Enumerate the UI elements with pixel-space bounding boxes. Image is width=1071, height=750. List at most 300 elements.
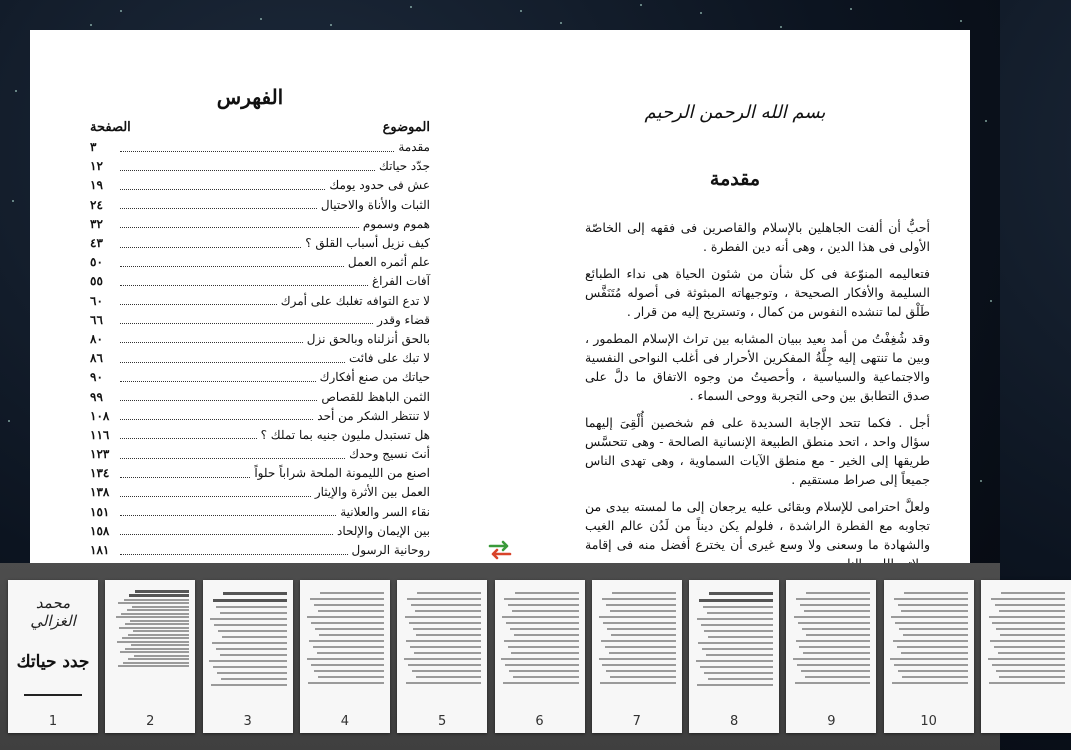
page-thumbnail[interactable] bbox=[981, 580, 1071, 733]
thumbnail-text-line bbox=[406, 640, 481, 642]
thumbnail-text-line bbox=[319, 634, 384, 636]
thumbnail-text-line bbox=[511, 652, 578, 654]
thumbnail-text-line bbox=[894, 664, 967, 666]
thumbnail-text-line bbox=[307, 616, 383, 618]
thumbnail-strip[interactable] bbox=[0, 563, 1000, 750]
toc-entry-page: ١١٦ bbox=[90, 427, 110, 442]
thumbnail-text-line bbox=[130, 620, 189, 622]
thumbnail-page-number: 1 bbox=[48, 714, 58, 729]
toc-entry[interactable] bbox=[90, 330, 430, 349]
star bbox=[330, 24, 332, 26]
introduction-paragraph: وقد شُغِفْتُ من أمد بعيد ببيان المشابه بين تراث الإسلام المطمور ، وبين ما تنتهى إليه جِلَّةُ المفكرين الأحرار فى أغلب النواحى النفسية والاجتماعية والسياسية ، وأحصيتُ من وجوه الاتفاق ما دلَّ على صدق التطابق بين وحى التجربة ووحى السماء . bbox=[585, 331, 930, 403]
toc-leader-dots bbox=[120, 297, 277, 305]
toc-entry[interactable] bbox=[90, 407, 430, 426]
thumbnail-text-line bbox=[213, 666, 286, 668]
thumbnail-text-line bbox=[605, 646, 676, 648]
toc-entry[interactable] bbox=[90, 349, 430, 368]
toc-entry-topic: لا تدع التوافه تغلبك على أمرك bbox=[280, 293, 430, 308]
cover-author: محمد الغزالي bbox=[30, 594, 76, 630]
thumbnail-text-line bbox=[220, 612, 286, 614]
toc-entry[interactable] bbox=[90, 522, 430, 541]
thumbnail-text-line bbox=[704, 630, 773, 632]
thumbnail-text-line bbox=[413, 628, 482, 630]
page-thumbnail[interactable] bbox=[786, 580, 876, 733]
thumbnail-text-line bbox=[904, 592, 968, 594]
toc-entry-topic: بين الإيمان والإلحاد bbox=[336, 523, 430, 538]
thumbnail-text-line bbox=[893, 640, 968, 642]
toc-entry-topic: كيف نزيل أسباب القلق ؟ bbox=[305, 236, 430, 251]
thumbnail-text-line bbox=[799, 646, 870, 648]
thumbnail-text-line bbox=[800, 604, 870, 606]
thumbnail-text-line bbox=[317, 652, 384, 654]
cover-rule bbox=[24, 694, 82, 696]
toc-leader-dots bbox=[120, 431, 257, 439]
thumbnail-text-line bbox=[408, 664, 481, 666]
toc-entry-topic: أنتَ نسيج وحدك bbox=[349, 447, 430, 462]
toc-entry-page: ٩٠ bbox=[90, 370, 103, 385]
star bbox=[980, 480, 982, 482]
toc-entry[interactable] bbox=[90, 445, 430, 464]
star bbox=[640, 4, 642, 6]
toc-leader-dots bbox=[120, 527, 333, 535]
toc-entry-topic: اصنع من الليمونة الملحة شراباً حلواً bbox=[254, 466, 430, 481]
thumbnail-text-line bbox=[412, 670, 481, 672]
thumbnail-text-line bbox=[897, 646, 968, 648]
thumbnail-text-line bbox=[998, 652, 1065, 654]
thumbnail-text-line bbox=[804, 610, 870, 612]
introduction-body bbox=[585, 218, 930, 581]
thumbnail-text-line bbox=[794, 616, 870, 618]
star bbox=[120, 10, 122, 12]
toc-entry-topic: علم أثمره العمل bbox=[347, 255, 430, 270]
toc-entry-page: ٦٦ bbox=[90, 312, 103, 327]
thumbnail-text-line bbox=[996, 628, 1065, 630]
thumbnail-page-preview bbox=[403, 588, 481, 709]
thumbnail-text-line bbox=[125, 648, 189, 650]
thumbnail-text-line bbox=[119, 627, 189, 629]
thumbnail-text-line bbox=[416, 634, 481, 636]
toc-entry[interactable] bbox=[90, 426, 430, 445]
thumbnail-text-line bbox=[311, 622, 384, 624]
thumbnail-text-line bbox=[129, 594, 189, 597]
thumbnail-text-line bbox=[803, 652, 870, 654]
thumbnail-text-line bbox=[603, 622, 676, 624]
thumbnail-page-number: 2 bbox=[146, 714, 155, 729]
toc-entry[interactable] bbox=[90, 196, 430, 215]
toc-title: الفهرس bbox=[216, 85, 284, 109]
thumbnail-text-line bbox=[407, 598, 481, 600]
thumbnail-text-line bbox=[704, 672, 773, 674]
star bbox=[990, 300, 992, 302]
toc-entry[interactable] bbox=[90, 272, 430, 291]
star bbox=[700, 12, 702, 14]
toc-entry-topic: نقاء السر والعلانية bbox=[340, 504, 430, 519]
thumbnail-text-line bbox=[315, 628, 384, 630]
thumbnail-text-line bbox=[698, 642, 773, 644]
introduction-paragraph: فتعاليمه المنوّعة فى كل شأن من شئون الحياة هى نداء الطبائع السليمة والأفكار الصحيحة ، وتوجيهاته المبثوثة فى أصوله مُتَنَفَّس طَلْق لما تنشده النفوس من كمال ، وتستريح إليه من قرار . bbox=[585, 266, 930, 319]
toc-leader-dots bbox=[120, 259, 344, 267]
toc-entry-topic: جدّد حياتك bbox=[378, 159, 430, 174]
thumbnail-text-line bbox=[124, 599, 190, 601]
thumbnail-text-line bbox=[503, 682, 579, 684]
thumbnail-text-line bbox=[218, 630, 287, 632]
thumbnail-text-line bbox=[404, 658, 481, 660]
thumbnail-text-line bbox=[796, 598, 870, 600]
thumbnail-text-line bbox=[118, 665, 190, 667]
thumbnail-text-line bbox=[703, 606, 773, 608]
thumbnail-text-line bbox=[806, 592, 870, 594]
toc-entry-page: ١٥٨ bbox=[90, 523, 110, 538]
thumbnail-text-line bbox=[131, 644, 190, 646]
thumbnail-text-line bbox=[120, 651, 189, 653]
toc-column-topic: الموضوع bbox=[382, 120, 430, 135]
thumbnail-text-line bbox=[602, 598, 676, 600]
thumbnail-text-line bbox=[214, 624, 287, 626]
thumbnail-text-line bbox=[697, 684, 773, 686]
toc-entry[interactable] bbox=[90, 138, 430, 157]
thumbnail-text-line bbox=[505, 664, 578, 666]
thumbnail-text-line bbox=[405, 616, 481, 618]
thumbnail-text-line bbox=[508, 604, 578, 606]
toc-leader-dots bbox=[120, 374, 316, 382]
thumbnail-text-line bbox=[1000, 634, 1065, 636]
thumbnail-text-line bbox=[708, 678, 774, 680]
toc-entry-page: ٥٥ bbox=[90, 274, 103, 289]
thumbnail-page-preview bbox=[987, 588, 1065, 709]
thumbnail-text-line bbox=[999, 676, 1065, 678]
page-thumbnail[interactable] bbox=[689, 580, 779, 733]
thumbnail-text-line bbox=[127, 609, 189, 611]
toc-entry-page: ١٠٨ bbox=[90, 408, 110, 423]
thumbnail-text-line bbox=[506, 622, 579, 624]
toc-entry-page: ١٥١ bbox=[90, 504, 110, 519]
thumbnail-text-line bbox=[702, 648, 773, 650]
toc-entry-topic: لا تنتظر الشكر من أحد bbox=[317, 408, 430, 423]
toc-entry-topic: بالحق أنزلناه وبالحق نزل bbox=[306, 331, 430, 346]
thumbnail-text-line bbox=[128, 658, 189, 660]
thumbnail-text-line bbox=[314, 670, 383, 672]
thumbnail-text-line bbox=[701, 624, 774, 626]
thumbnail-text-line bbox=[999, 610, 1065, 612]
thumbnail-text-line bbox=[313, 646, 384, 648]
thumbnail-text-line bbox=[994, 646, 1065, 648]
thumbnail-text-line bbox=[894, 598, 968, 600]
swap-arrows-icon[interactable] bbox=[487, 541, 513, 559]
thumbnail-text-line bbox=[223, 592, 287, 595]
thumbnail-page-preview bbox=[890, 588, 968, 709]
thumbnail-text-line bbox=[308, 682, 384, 684]
star bbox=[260, 18, 262, 20]
thumbnail-text-line bbox=[411, 604, 481, 606]
thumbnail-text-line bbox=[988, 658, 1065, 660]
page-thumbnail[interactable] bbox=[8, 580, 98, 733]
thumbnail-text-line bbox=[509, 670, 578, 672]
thumbnail-text-line bbox=[310, 598, 384, 600]
thumbnail-text-line bbox=[125, 623, 190, 625]
page-thumbnail[interactable] bbox=[592, 580, 682, 733]
introduction-paragraph: أجل . فكما تتحد الإجابة السديدة على فم شخصين أُلْقِىَ إليهما سؤال واحد ، اتحد منطق الطبيعة الإنسانية الصالحة - وهى تتحسَّس طريقها إلى الخير - مع منطق الآيات السماوية ، وهى تهدى الناس جميعاً إلى صراط مستقيم . bbox=[585, 415, 930, 487]
thumbnail-text-line bbox=[901, 652, 968, 654]
introduction-paragraph: أحبُّ أن ألفت الجاهلين بالإسلام والقاصرين فى فقهه إلى الخاصّة الأولى فى هذا الدين ، وهى أنه دين الفطرة . bbox=[585, 220, 930, 254]
toc-page[interactable] bbox=[30, 30, 500, 563]
thumbnail-text-line bbox=[696, 660, 773, 662]
thumbnail-text-line bbox=[515, 592, 579, 594]
star bbox=[15, 90, 17, 92]
thumbnail-text-line bbox=[796, 640, 871, 642]
toc-leader-dots bbox=[120, 470, 250, 478]
thumbnail-text-line bbox=[697, 618, 773, 620]
basmala-calligraphy: بسم الله الرحمن الرحيم bbox=[644, 102, 826, 123]
toc-entry[interactable] bbox=[90, 503, 430, 522]
toc-entry[interactable] bbox=[90, 387, 430, 406]
thumbnail-text-line bbox=[992, 622, 1065, 624]
thumbnail-text-line bbox=[502, 616, 578, 618]
toc-entry[interactable] bbox=[90, 311, 430, 330]
page-thumbnail[interactable] bbox=[495, 580, 585, 733]
toc-entry-page: ٣٢ bbox=[90, 216, 103, 231]
toc-leader-dots bbox=[120, 451, 345, 459]
thumbnail-text-line bbox=[599, 658, 676, 660]
thumbnail-page-number: 9 bbox=[827, 714, 836, 729]
thumbnail-text-line bbox=[415, 610, 481, 612]
thumbnail-text-line bbox=[991, 598, 1065, 600]
toc-column-page: الصفحة bbox=[90, 120, 131, 135]
cover-title: جدد حياتك bbox=[16, 652, 90, 672]
thumbnail-page-preview bbox=[598, 588, 676, 709]
toc-entry-page: ٢٤ bbox=[90, 197, 103, 212]
thumbnail-text-line bbox=[221, 678, 287, 680]
thumbnail-text-line bbox=[602, 664, 675, 666]
toc-entry-topic: عش فى حدود يومك bbox=[329, 178, 430, 193]
introduction-page[interactable] bbox=[500, 30, 970, 563]
toc-entry-page: ٨٦ bbox=[90, 351, 103, 366]
thumbnail-text-line bbox=[311, 664, 384, 666]
toc-leader-dots bbox=[120, 220, 359, 228]
thumbnail-text-line bbox=[417, 592, 481, 594]
toc-entry-page: ١٢٣ bbox=[90, 447, 110, 462]
toc-entry-page: ١٣٨ bbox=[90, 485, 110, 500]
thumbnail-text-line bbox=[414, 652, 481, 654]
thumbnail-page-number: 6 bbox=[535, 714, 544, 729]
thumbnail-text-line bbox=[801, 670, 870, 672]
toc-entry[interactable] bbox=[90, 215, 430, 234]
toc-entry[interactable] bbox=[90, 464, 430, 483]
star bbox=[8, 420, 10, 422]
thumbnail-text-line bbox=[211, 684, 287, 686]
thumbnail-text-line bbox=[416, 676, 482, 678]
thumbnail-page-preview bbox=[695, 588, 773, 709]
toc-leader-dots bbox=[120, 163, 375, 171]
star bbox=[850, 8, 852, 10]
star bbox=[560, 22, 562, 24]
thumbnail-text-line bbox=[899, 628, 968, 630]
thumbnail-text-line bbox=[132, 606, 189, 608]
thumbnail-text-line bbox=[209, 660, 286, 662]
thumbnail-text-line bbox=[902, 676, 968, 678]
thumbnail-text-line bbox=[903, 634, 968, 636]
thumbnail-page-preview bbox=[111, 588, 189, 709]
thumbnail-text-line bbox=[805, 676, 871, 678]
toc-entry-page: ٤٣ bbox=[90, 236, 103, 251]
thumbnail-text-line bbox=[606, 670, 675, 672]
star bbox=[960, 20, 962, 22]
toc-entry-topic: قضاء وقدر bbox=[377, 312, 430, 327]
page-thumbnail[interactable] bbox=[884, 580, 974, 733]
thumbnail-page-preview bbox=[306, 588, 384, 709]
thumbnail-page-number: 7 bbox=[632, 714, 641, 729]
thumbnail-text-line bbox=[892, 682, 968, 684]
toc-entry-page: ٩٩ bbox=[90, 389, 103, 404]
toc-leader-dots bbox=[120, 201, 317, 209]
toc-entry-page: ١٨١ bbox=[90, 543, 110, 558]
thumbnail-text-line bbox=[501, 658, 578, 660]
thumbnail-text-line bbox=[611, 634, 676, 636]
toc-entry-topic: هل تستبدل مليون جنيه بما تملك ؟ bbox=[260, 427, 430, 442]
toc-leader-dots bbox=[120, 240, 301, 248]
thumbnail-text-line bbox=[318, 610, 384, 612]
thumbnail-text-line bbox=[898, 604, 968, 606]
thumbnail-text-line bbox=[117, 641, 190, 643]
thumbnail-text-line bbox=[600, 682, 676, 684]
toc-leader-dots bbox=[120, 508, 336, 516]
introduction-title: مقدمة bbox=[709, 168, 761, 190]
toc-header bbox=[90, 120, 430, 135]
thumbnail-text-line bbox=[708, 636, 773, 638]
thumbnail-text-line bbox=[709, 592, 773, 595]
thumbnail-text-line bbox=[797, 664, 870, 666]
toc-entry[interactable] bbox=[90, 292, 430, 311]
star bbox=[410, 6, 412, 8]
thumbnail-page-preview bbox=[501, 588, 579, 709]
thumbnail-text-line bbox=[122, 637, 189, 639]
thumbnail-text-line bbox=[121, 613, 189, 615]
toc-entry-topic: حياتك من صنع أفكارك bbox=[319, 370, 430, 385]
toc-leader-dots bbox=[120, 355, 345, 363]
toc-entry[interactable] bbox=[90, 368, 430, 387]
toc-entry-page: ١٣٤ bbox=[90, 466, 110, 481]
thumbnail-text-line bbox=[992, 664, 1065, 666]
thumbnail-text-line bbox=[406, 682, 482, 684]
toc-entry-page: ٣ bbox=[90, 140, 97, 155]
thumbnail-text-line bbox=[891, 616, 967, 618]
thumbnail-text-line bbox=[309, 640, 384, 642]
thumbnail-text-line bbox=[307, 658, 384, 660]
toc-entry-page: ٥٠ bbox=[90, 255, 103, 270]
thumbnail-text-line bbox=[320, 592, 384, 594]
toc-entry-topic: روحانية الرسول bbox=[351, 543, 430, 558]
thumbnail-page-number: 5 bbox=[438, 714, 447, 729]
thumbnail-text-line bbox=[610, 610, 676, 612]
thumbnail-text-line bbox=[601, 640, 676, 642]
star bbox=[12, 200, 14, 202]
thumbnail-text-line bbox=[116, 616, 189, 618]
thumbnail-text-line bbox=[216, 648, 287, 650]
page-thumbnail[interactable] bbox=[397, 580, 487, 733]
toc-entry[interactable] bbox=[90, 234, 430, 253]
toc-leader-dots bbox=[120, 335, 303, 343]
thumbnail-page-number: 4 bbox=[340, 714, 350, 729]
star bbox=[780, 26, 782, 28]
star bbox=[90, 24, 92, 26]
thumbnail-text-line bbox=[118, 602, 189, 604]
thumbnail-text-line bbox=[210, 618, 286, 620]
thumbnail-text-line bbox=[128, 634, 190, 636]
thumbnail-text-line bbox=[606, 604, 676, 606]
toc-entry-page: ٦٠ bbox=[90, 293, 103, 308]
thumbnail-text-line bbox=[793, 658, 870, 660]
thumbnail-text-line bbox=[212, 642, 287, 644]
thumbnail-text-line bbox=[901, 610, 967, 612]
thumbnail-text-line bbox=[222, 636, 287, 638]
thumbnail-text-line bbox=[610, 676, 676, 678]
thumbnail-text-line bbox=[513, 676, 579, 678]
thumbnail-text-line bbox=[409, 622, 482, 624]
toc-entry[interactable] bbox=[90, 176, 430, 195]
toc-entry-topic: لا تبك على فائت bbox=[348, 351, 430, 366]
toc-entry-topic: الثبات والأناة والاحتيال bbox=[320, 197, 430, 212]
page-thumbnail[interactable] bbox=[203, 580, 293, 733]
toc-entry[interactable] bbox=[90, 483, 430, 502]
toc-entry-topic: هموم وسموم bbox=[362, 216, 430, 231]
thumbnail-page-preview bbox=[14, 588, 92, 709]
toc-leader-dots bbox=[120, 412, 313, 420]
thumbnail-text-line bbox=[995, 604, 1065, 606]
thumbnail-page-number: 8 bbox=[729, 714, 739, 729]
thumbnail-text-line bbox=[599, 616, 675, 618]
thumbnail-text-line bbox=[890, 658, 967, 660]
thumbnail-page-number: 10 bbox=[920, 714, 937, 729]
toc-entry-page: ١٢ bbox=[90, 159, 103, 174]
thumbnail-text-line bbox=[314, 604, 384, 606]
toc-leader-dots bbox=[120, 182, 325, 190]
toc-entry[interactable] bbox=[90, 253, 430, 272]
toc-leader-dots bbox=[120, 278, 368, 286]
thumbnail-text-line bbox=[700, 666, 773, 668]
thumbnail-text-line bbox=[217, 672, 286, 674]
thumbnail-text-line bbox=[514, 634, 579, 636]
thumbnail-text-line bbox=[508, 646, 579, 648]
thumbnail-text-line bbox=[802, 628, 871, 630]
thumbnail-page-preview bbox=[209, 588, 287, 709]
toc-entry[interactable] bbox=[90, 157, 430, 176]
page-thumbnail[interactable] bbox=[300, 580, 390, 733]
toc-list bbox=[90, 138, 430, 579]
toc-leader-dots bbox=[120, 393, 317, 401]
thumbnail-page-preview bbox=[792, 588, 870, 709]
thumbnail-text-line bbox=[699, 599, 773, 602]
toc-leader-dots bbox=[120, 316, 373, 324]
thumbnail-text-line bbox=[504, 598, 578, 600]
thumbnail-text-line bbox=[895, 622, 968, 624]
thumbnail-text-line bbox=[213, 599, 287, 602]
page-thumbnail[interactable] bbox=[105, 580, 195, 733]
thumbnail-text-line bbox=[990, 640, 1065, 642]
thumbnail-text-line bbox=[798, 622, 871, 624]
thumbnail-text-line bbox=[123, 662, 189, 664]
book-spread-viewer[interactable] bbox=[30, 30, 970, 563]
thumbnail-text-line bbox=[612, 592, 676, 594]
thumbnail-text-line bbox=[609, 652, 676, 654]
thumbnail-text-line bbox=[898, 670, 967, 672]
toc-entry[interactable] bbox=[90, 541, 430, 560]
thumbnail-text-line bbox=[1001, 592, 1065, 594]
thumbnail-text-line bbox=[706, 654, 773, 656]
thumbnail-text-line bbox=[134, 655, 189, 657]
thumbnail-text-line bbox=[510, 628, 579, 630]
toc-entry-topic: الثمن الباهظ للقصاص bbox=[321, 389, 430, 404]
star bbox=[520, 10, 522, 12]
thumbnail-text-line bbox=[989, 616, 1065, 618]
